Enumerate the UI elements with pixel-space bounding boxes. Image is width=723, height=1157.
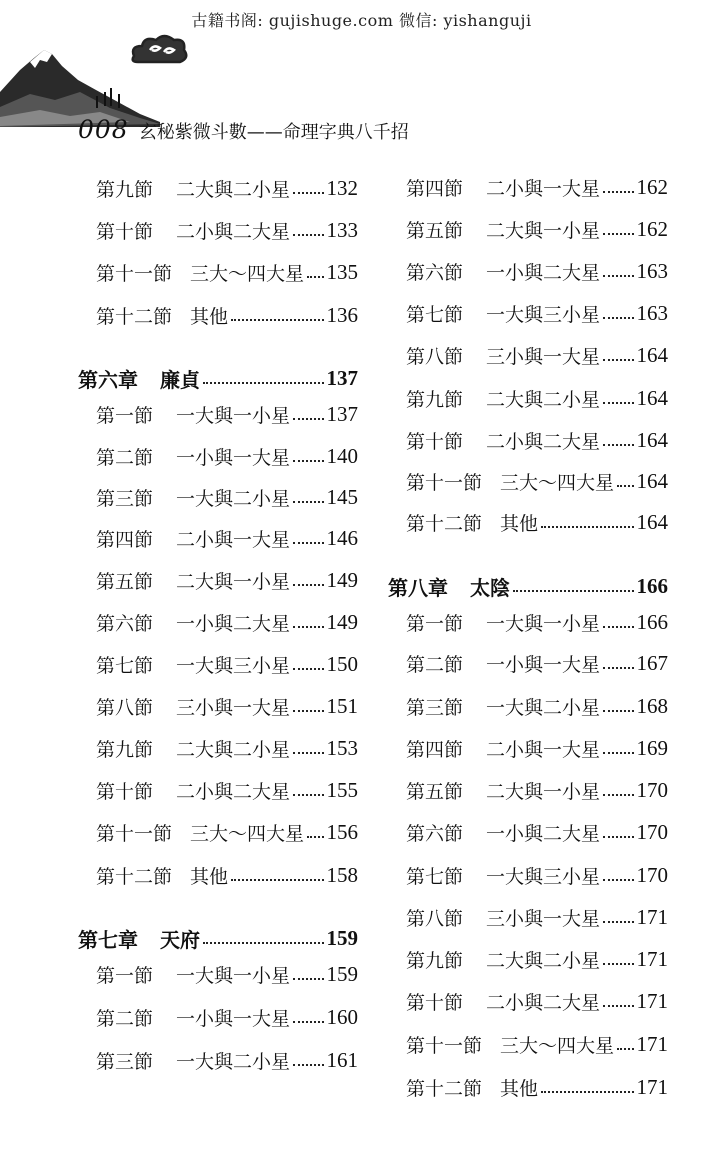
dot-leader: [231, 319, 323, 321]
section-title: 一小與二大星: [486, 822, 601, 845]
section-title: 二大與一小星: [486, 780, 601, 803]
page-ref: 168: [636, 693, 668, 718]
dot-leader: [293, 501, 323, 503]
dot-leader: [603, 359, 633, 361]
section-label: 第二節: [96, 446, 154, 469]
page-ref: 171: [636, 946, 668, 971]
toc-section-entry[interactable]: [96, 733, 358, 763]
toc-section-entry[interactable]: [406, 383, 668, 413]
dot-leader: [603, 963, 633, 965]
section-title: 二大與二小星: [486, 949, 601, 972]
toc-section-entry[interactable]: [406, 944, 668, 974]
dot-leader: [603, 191, 633, 193]
section-label: 第六節: [406, 261, 464, 284]
dot-leader: [293, 234, 323, 236]
watermark-text: 古籍书阁: gujishuge.com 微信: yishanguji: [191, 11, 532, 30]
page-ref: 167: [636, 650, 668, 675]
page-ref: 163: [636, 300, 668, 325]
section-label: 第五節: [406, 780, 464, 803]
section-label: 第十二節: [406, 512, 483, 535]
page-ref: 153: [326, 735, 358, 760]
toc-section-entry[interactable]: [96, 523, 358, 553]
section-title: 一大與二小星: [176, 487, 291, 510]
chapter-label: 第七章: [78, 927, 138, 952]
page-ref: 137: [326, 401, 358, 426]
section-label: 第五節: [96, 570, 154, 593]
section-title: 三大～四大星: [500, 471, 615, 494]
section-label: 第十節: [96, 780, 154, 803]
page-ref: 170: [636, 819, 668, 844]
toc-chapter-entry[interactable]: [388, 571, 668, 601]
page-ref: 149: [326, 567, 358, 592]
section-title: 二大與二小星: [176, 178, 291, 201]
section-label: 第九節: [96, 738, 154, 761]
section-title: 二小與一大星: [486, 738, 601, 761]
dot-leader: [293, 710, 323, 712]
page-header: [78, 115, 409, 144]
section-title: 三大～四大星: [190, 822, 305, 845]
dot-leader: [603, 402, 633, 404]
section-title: 二小與一大星: [176, 528, 291, 551]
page-ref: 164: [636, 385, 668, 410]
toc-section-entry[interactable]: [96, 649, 358, 679]
section-label: 第三節: [406, 696, 464, 719]
dot-leader: [293, 752, 323, 754]
section-label: 第二節: [406, 653, 464, 676]
toc-section-entry[interactable]: [406, 256, 668, 286]
section-label: 第三節: [96, 1050, 154, 1073]
page-ref: 145: [326, 484, 358, 509]
section-label: 第九節: [406, 949, 464, 972]
dot-leader: [231, 879, 323, 881]
section-title: 一大與二小星: [486, 696, 601, 719]
section-title: 二大與一小星: [486, 219, 601, 242]
section-label: 第八節: [96, 696, 154, 719]
section-title: 其他: [190, 305, 229, 328]
section-label: 第十二節: [96, 305, 173, 328]
toc-section-entry[interactable]: [406, 298, 668, 328]
section-title: 其他: [500, 1077, 539, 1100]
section-title: 一大與三小星: [486, 303, 601, 326]
toc-section-entry[interactable]: [96, 300, 358, 330]
toc-section-entry[interactable]: [406, 607, 668, 637]
dot-leader: [293, 192, 323, 194]
dot-leader: [603, 444, 633, 446]
section-label: 第九節: [406, 388, 464, 411]
page-ref: 166: [636, 573, 668, 598]
section-label: 第四節: [406, 738, 464, 761]
chapter-title: 太陰: [470, 575, 510, 600]
section-title: 一大與一小星: [486, 612, 601, 635]
dot-leader: [293, 418, 323, 420]
page-ref: 166: [636, 609, 668, 634]
dot-leader: [603, 667, 633, 669]
section-title: 二小與二大星: [176, 780, 291, 803]
page-ref: 135: [326, 259, 358, 284]
page-ref: 169: [636, 735, 668, 760]
section-label: 第十一節: [406, 471, 483, 494]
toc-chapter-entry[interactable]: [78, 923, 358, 953]
section-title: 一小與一大星: [176, 446, 291, 469]
dot-leader: [293, 626, 323, 628]
chapter-title: 天府: [160, 927, 200, 952]
dot-leader: [603, 1005, 633, 1007]
section-title: 二大與二小星: [486, 388, 601, 411]
page-number: 008: [78, 115, 129, 144]
section-label: 第五節: [406, 219, 464, 242]
section-label: 第四節: [96, 528, 154, 551]
dot-leader: [293, 1021, 323, 1023]
section-title: 二小與二大星: [486, 991, 601, 1014]
section-label: 第十二節: [406, 1077, 483, 1100]
page-ref: 160: [326, 1004, 358, 1029]
section-label: 第十二節: [96, 865, 173, 888]
section-title: 一大與一小星: [176, 964, 291, 987]
page-ref: 164: [636, 468, 668, 493]
section-title: 一大與三小星: [486, 865, 601, 888]
section-label: 第三節: [96, 487, 154, 510]
toc-section-entry[interactable]: [406, 1072, 668, 1102]
book-title: 玄秘紫微斗數——命理字典八千招: [138, 122, 409, 143]
page-ref: 162: [636, 216, 668, 241]
toc-section-entry[interactable]: [96, 1045, 358, 1075]
toc-section-entry[interactable]: [96, 565, 358, 595]
toc-chapter-entry[interactable]: [78, 363, 358, 393]
toc-section-entry[interactable]: [96, 441, 358, 471]
chapter-title: 廉貞: [160, 367, 200, 392]
section-label: 第一節: [406, 612, 464, 635]
dot-leader: [293, 460, 323, 462]
toc-section-entry[interactable]: [406, 648, 668, 678]
toc-section-entry[interactable]: [406, 1029, 668, 1059]
dot-leader: [541, 1091, 633, 1093]
page-ref: 162: [636, 174, 668, 199]
dot-leader: [603, 626, 633, 628]
page-ref: 164: [636, 427, 668, 452]
section-label: 第六節: [96, 612, 154, 635]
dot-leader: [603, 921, 633, 923]
section-title: 一大與二小星: [176, 1050, 291, 1073]
section-title: 二大與二小星: [176, 738, 291, 761]
section-label: 第十一節: [96, 822, 173, 845]
page-ref: 132: [326, 175, 358, 200]
section-label: 第二節: [96, 1007, 154, 1030]
section-label: 第八節: [406, 907, 464, 930]
toc-section-entry[interactable]: [406, 466, 668, 496]
toc-section-entry[interactable]: [406, 817, 668, 847]
toc-section-entry[interactable]: [406, 691, 668, 721]
toc-section-entry[interactable]: [406, 425, 668, 455]
section-title: 三小與一大星: [486, 345, 601, 368]
toc-section-entry[interactable]: [406, 775, 668, 805]
toc-section-entry[interactable]: [96, 691, 358, 721]
dot-leader: [603, 794, 633, 796]
section-label: 第九節: [96, 178, 154, 201]
toc-section-entry[interactable]: [96, 817, 358, 847]
section-label: 第七節: [406, 865, 464, 888]
toc-section-entry[interactable]: [96, 215, 358, 245]
dot-leader: [293, 978, 323, 980]
page-ref: 159: [326, 961, 358, 986]
dot-leader: [617, 485, 633, 487]
chapter-label: 第八章: [388, 575, 448, 600]
cloud-ornament: [128, 32, 190, 66]
section-label: 第十一節: [406, 1034, 483, 1057]
toc-section-entry[interactable]: [96, 775, 358, 805]
section-title: 一小與二大星: [176, 612, 291, 635]
toc-section-entry[interactable]: [406, 214, 668, 244]
section-label: 第十一節: [96, 262, 173, 285]
dot-leader: [617, 1048, 633, 1050]
page-ref: 133: [326, 217, 358, 242]
page-ref: 161: [326, 1047, 358, 1072]
section-label: 第十節: [406, 991, 464, 1014]
page-ref: 146: [326, 525, 358, 550]
dot-leader: [603, 879, 633, 881]
page-ref: 159: [326, 925, 358, 950]
page-ref: 171: [636, 988, 668, 1013]
dot-leader: [293, 794, 323, 796]
toc-section-entry[interactable]: [96, 607, 358, 637]
page-ref: 163: [636, 258, 668, 283]
toc-section-entry[interactable]: [406, 733, 668, 763]
toc-section-entry[interactable]: [406, 172, 668, 202]
dot-leader: [603, 317, 633, 319]
section-title: 其他: [500, 512, 539, 535]
toc-section-entry[interactable]: [96, 173, 358, 203]
page-ref: 140: [326, 443, 358, 468]
section-label: 第八節: [406, 345, 464, 368]
toc-section-entry[interactable]: [406, 860, 668, 890]
dot-leader: [203, 942, 324, 944]
dot-leader: [603, 233, 633, 235]
page-ref: 171: [636, 1074, 668, 1099]
section-label: 第一節: [96, 964, 154, 987]
section-label: 第十節: [406, 430, 464, 453]
chapter-label: 第六章: [78, 367, 138, 392]
section-label: 第一節: [96, 404, 154, 427]
page-ref: 150: [326, 651, 358, 676]
dot-leader: [513, 590, 634, 592]
toc-section-entry[interactable]: [96, 860, 358, 890]
dot-leader: [293, 542, 323, 544]
toc-section-entry[interactable]: [96, 959, 358, 989]
section-title: 一大與一小星: [176, 404, 291, 427]
section-title: 其他: [190, 865, 229, 888]
section-label: 第四節: [406, 177, 464, 200]
dot-leader: [307, 836, 323, 838]
page-ref: 170: [636, 777, 668, 802]
toc-section-entry[interactable]: [96, 482, 358, 512]
page-ref: 155: [326, 777, 358, 802]
page-ref: 171: [636, 1031, 668, 1056]
toc-section-entry[interactable]: [406, 986, 668, 1016]
page-ref: 151: [326, 693, 358, 718]
section-title: 二大與一小星: [176, 570, 291, 593]
page-ref: 164: [636, 509, 668, 534]
section-label: 第十節: [96, 220, 154, 243]
toc-section-entry[interactable]: [406, 507, 668, 537]
section-title: 二小與二大星: [486, 430, 601, 453]
page-ref: 164: [636, 342, 668, 367]
toc-section-entry[interactable]: [96, 399, 358, 429]
section-label: 第七節: [406, 303, 464, 326]
section-label: 第六節: [406, 822, 464, 845]
section-title: 一小與一大星: [176, 1007, 291, 1030]
dot-leader: [603, 275, 633, 277]
page-ref: 170: [636, 862, 668, 887]
section-label: 第七節: [96, 654, 154, 677]
dot-leader: [293, 1064, 323, 1066]
toc-section-entry[interactable]: [406, 340, 668, 370]
dot-leader: [541, 526, 633, 528]
page-ref: 137: [326, 365, 358, 390]
toc-section-entry[interactable]: [96, 257, 358, 287]
section-title: 三小與一大星: [486, 907, 601, 930]
page-ref: 149: [326, 609, 358, 634]
page-ref: 171: [636, 904, 668, 929]
section-title: 三小與一大星: [176, 696, 291, 719]
section-title: 一小與二大星: [486, 261, 601, 284]
section-title: 二小與二大星: [176, 220, 291, 243]
dot-leader: [293, 668, 323, 670]
section-title: 一小與一大星: [486, 653, 601, 676]
dot-leader: [203, 382, 324, 384]
section-title: 三大～四大星: [500, 1034, 615, 1057]
dot-leader: [307, 276, 323, 278]
page-ref: 156: [326, 819, 358, 844]
toc-section-entry[interactable]: [96, 1002, 358, 1032]
section-title: 三大～四大星: [190, 262, 305, 285]
page-ref: 136: [326, 302, 358, 327]
dot-leader: [603, 836, 633, 838]
section-title: 一大與三小星: [176, 654, 291, 677]
dot-leader: [603, 752, 633, 754]
toc-section-entry[interactable]: [406, 902, 668, 932]
dot-leader: [293, 584, 323, 586]
dot-leader: [603, 710, 633, 712]
page-ref: 158: [326, 862, 358, 887]
section-title: 二小與一大星: [486, 177, 601, 200]
